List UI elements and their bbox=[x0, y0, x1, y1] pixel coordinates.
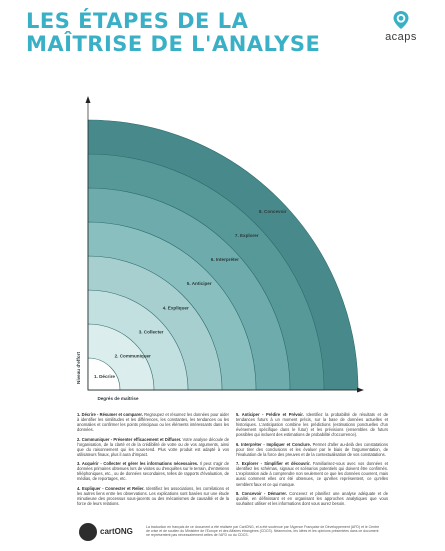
description-right-1 bbox=[236, 412, 388, 437]
cartong-name: cartONG bbox=[100, 527, 133, 536]
description-body: Votre analyse découle de l'organisation, de la clarté et de la crédibilité de votre ou de vos arguments, ainsi que du raisonnement qui les sous-tend. Plus votre produit est adapté à vos utilisateurs finaux, plus il aura d'impact. bbox=[77, 436, 229, 457]
description-body: Identifiez la probabilité de résultats et de tendances futurs à un moment précis, sur la base de données actuelles et historiques. L'anticipation combine les prédictions (estimations ponctuelles d'un événement spécifique dans le futur) et les prévisions (ensembles de futurs possibles qui incluent des estimations de probabilité d'occurrence). bbox=[236, 412, 388, 438]
description-title: 4. Expliquer - Connecter et Relier. bbox=[77, 485, 145, 491]
description-right-3 bbox=[236, 461, 388, 486]
description-left-1 bbox=[77, 412, 229, 432]
description-left-2 bbox=[77, 437, 229, 457]
description-title: 1. Décrire - Résumer et comparer. bbox=[77, 412, 143, 417]
description-body: Concevez et planifiez une analyse adéquate et de qualité, en définissant et en organisant les approches analytiques que vous souhaitez utiliser et les informations dont vous aurez besoin. bbox=[236, 490, 388, 506]
x-axis-arrow bbox=[357, 388, 364, 393]
description-body: Permet d'aller au-delà des constatations pour tirer des conclusions et les évaluer par le biais de l'argumentation, de l'évaluation de la force des preuves et de la contextualisation de vos constatations. bbox=[236, 441, 388, 457]
stage-label-7: 7. Explorer bbox=[234, 233, 259, 239]
description-body: Familiarisez-vous avec vos données et identifiez les schémas, signaux et scénarios potentiels qui doivent être confirmés. L'exploration aide à comprendre non seulement ce que les données couvrent, mais aussi comment elles ont été obtenues, ce qu'elles représentent, ce qu'elles semblent faux et ce qui manque. bbox=[236, 461, 388, 487]
description-title: 2. Communiquer - Présenter efficacement et Diffuser. bbox=[77, 436, 182, 442]
description-left-3 bbox=[77, 461, 229, 481]
y-axis-arrow bbox=[86, 96, 91, 103]
stage-label-1: 1. Décrire bbox=[94, 374, 115, 379]
description-right-2 bbox=[236, 442, 388, 457]
description-body: Il peut s'agir de données primaires obtenues lors de visites ou d'enquêtes sur le terrain, d'entretiens téléphoniques, etc., ou de données secondaires, telles de rapports d'évaluation, de médias, de reportages, etc. bbox=[77, 461, 229, 482]
description-title: 3. Acquérir - Collecter et gérer les informations nécessaires. bbox=[77, 461, 199, 467]
brand-name: acaps bbox=[385, 31, 417, 43]
description-body: Identifiez les associations, les corrélations et les autres liens entre les observations. Les explications sont basées sur une étude minutieuse des processus sous-jacents ou des mécanismes de causalité et de la force de leurs relations. bbox=[77, 485, 229, 506]
description-left-4 bbox=[77, 486, 229, 506]
description-title: 8. Concevoir - Démarrer. bbox=[236, 490, 287, 496]
stage-label-5: 5. Anticiper bbox=[186, 281, 212, 287]
stage-label-8: 8. Concevoir bbox=[258, 209, 287, 215]
description-right-4 bbox=[236, 491, 388, 506]
description-title: 7. Explorer - Simplifier et découvrir. bbox=[236, 461, 311, 467]
stage-label-4: 4. Expliquer bbox=[162, 305, 189, 311]
x-axis-label: Degrés de maîtrise bbox=[97, 396, 139, 401]
stage-label-2: 2. Communiquer bbox=[114, 353, 151, 359]
stage-label-3: 3. Collecter bbox=[138, 329, 164, 335]
description-title: 5. Anticiper - Prédire et Prévoir. bbox=[236, 412, 304, 417]
cartong-logo-icon bbox=[79, 523, 97, 541]
descriptions-left bbox=[77, 412, 229, 510]
mastery-bands bbox=[88, 120, 358, 390]
description-body: Regroupez et résumez les données pour aider à identifier les similitudes et les différences, les constantes, les tendances ou les anomalies et confirmer les points principaux ou les éléments intéressants dans les données. bbox=[77, 412, 229, 433]
footer-credit: La traduction en français de ce document a été réalisée par CartONG, et a été soutenue par l'Agence Française de Développement (AFD) et le Centre de crise et de soutien du Ministère de l'Europe et des Affaires étrangères (CDCS). Néanmoins, les idées et les opinions présentées dans ce document ne représentent pas nécessairement celles de l'AFD ou du CDCS. bbox=[146, 525, 380, 538]
y-axis-label: Niveau d'effort bbox=[76, 352, 81, 384]
stage-label-6: 6. Interpréter bbox=[210, 257, 239, 263]
description-title: 6. Interpréter - Impliquer et Conclure. bbox=[236, 441, 311, 447]
descriptions-right bbox=[236, 412, 388, 510]
title-line-1: LES ÉTAPES DE LA bbox=[26, 9, 249, 33]
cartong-logo bbox=[79, 523, 139, 543]
title-line-2: MAÎTRISE DE L'ANALYSE bbox=[26, 32, 321, 56]
